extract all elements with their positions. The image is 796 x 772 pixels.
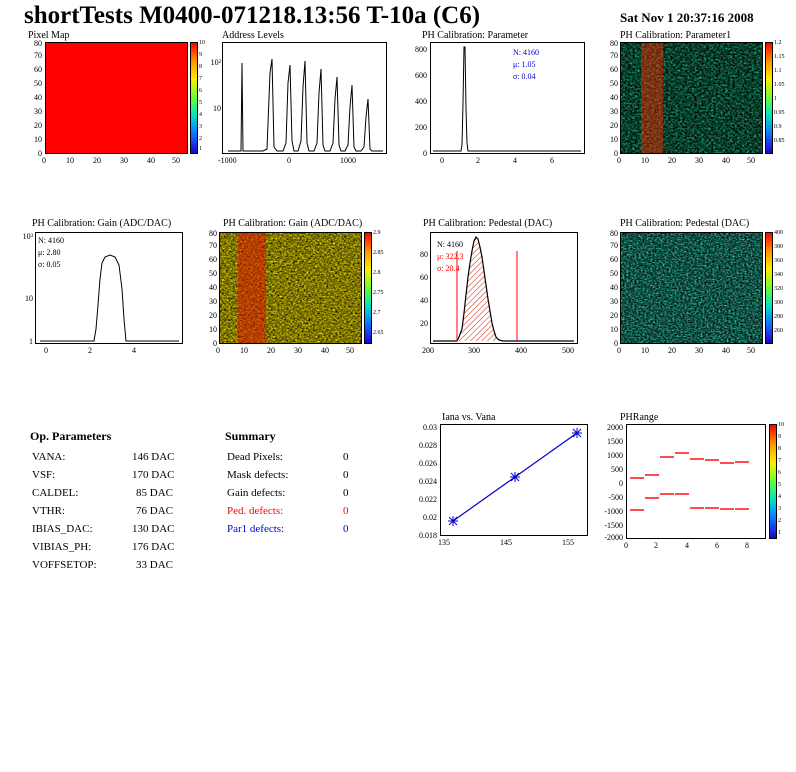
summary-name: Gain defects: <box>227 487 286 499</box>
xtick: 400 <box>515 346 527 355</box>
ytick: 1500 <box>607 437 623 446</box>
zlabel: 2.75 <box>373 290 384 296</box>
ytick: 70 <box>610 51 618 60</box>
panel-address-levels <box>210 30 400 165</box>
colorbar <box>769 424 777 539</box>
xtick: 155 <box>562 538 574 547</box>
zlabel: 1 <box>774 96 777 102</box>
op-param-name: VANA: <box>32 451 66 463</box>
xtick: 10 <box>66 156 74 165</box>
ytick: 30 <box>34 107 42 116</box>
ytick: 40 <box>34 93 42 102</box>
ytick: 20 <box>610 121 618 130</box>
xtick: -1000 <box>218 156 237 165</box>
zlabel: 2.65 <box>373 330 384 336</box>
address-levels-curve <box>223 43 386 153</box>
ytick: 0.024 <box>419 477 437 486</box>
ytick: 0 <box>614 149 618 158</box>
panel-pixel-map <box>20 30 205 165</box>
ytick: 0.026 <box>419 459 437 468</box>
zlabel: 380 <box>774 244 783 250</box>
xtick: 135 <box>438 538 450 547</box>
panel-title: PH Calibration: Pedestal (DAC) <box>423 218 553 229</box>
zlabel: 1 <box>778 530 781 536</box>
op-param-value: 176 DAC <box>132 541 175 553</box>
zlabel: 2.85 <box>373 250 384 256</box>
ytick: 60 <box>34 65 42 74</box>
op-param-value: 170 DAC <box>132 469 175 481</box>
plot-area[interactable] <box>430 42 585 154</box>
zlabel: 280 <box>774 314 783 320</box>
xtick: 50 <box>747 346 755 355</box>
panel-title: Address Levels <box>222 30 284 41</box>
gain-heatmap <box>220 233 361 343</box>
op-param-name: VSF: <box>32 469 56 481</box>
ytick: 40 <box>209 283 217 292</box>
panel-iana-vs-vana <box>410 412 595 552</box>
ytick: 40 <box>420 296 428 305</box>
ytick: 80 <box>610 39 618 48</box>
xtick: 50 <box>346 346 354 355</box>
xtick: 20 <box>267 346 275 355</box>
ytick: 50 <box>610 79 618 88</box>
zlabel: 2.8 <box>373 270 381 276</box>
panel-ph-parameter1-map <box>606 30 796 165</box>
zlabel: 9 <box>199 52 202 58</box>
panel-ph-parameter <box>408 30 598 165</box>
ph-parameter-hist <box>431 43 584 153</box>
zlabel: 5 <box>778 482 781 488</box>
stat-mu: μ: 322.3 <box>437 252 464 261</box>
timestamp: Sat Nov 1 20:37:16 2008 <box>620 10 754 25</box>
xtick: 40 <box>722 156 730 165</box>
pixel-map-heatmap <box>46 43 187 153</box>
plot-area[interactable] <box>222 42 387 154</box>
op-param-value: 85 DAC <box>136 487 173 499</box>
ytick: 0.022 <box>419 495 437 504</box>
zlabel: 10 <box>199 40 205 46</box>
op-param-name: IBIAS_DAC: <box>32 523 93 535</box>
panel-title: PH Calibration: Gain (ADC/DAC) <box>223 218 363 229</box>
zlabel: 1.2 <box>774 40 782 46</box>
pedestal-hist <box>431 233 577 343</box>
panel-gain-hist <box>10 218 205 353</box>
ytick: 30 <box>610 297 618 306</box>
ytick: 80 <box>610 229 618 238</box>
zlabel: 5 <box>199 100 202 106</box>
ytick: 80 <box>420 250 428 259</box>
stat-n: N: 4160 <box>437 240 463 249</box>
ytick: 30 <box>610 107 618 116</box>
colorbar <box>765 232 773 344</box>
xtick: 40 <box>147 156 155 165</box>
ytick: 20 <box>420 319 428 328</box>
zlabel: 3 <box>778 506 781 512</box>
xtick: 20 <box>668 346 676 355</box>
zlabel: 9 <box>778 434 781 440</box>
ytick: 10 <box>610 325 618 334</box>
xtick: 0 <box>624 541 628 550</box>
xtick: 30 <box>294 346 302 355</box>
plot-area[interactable] <box>626 424 766 539</box>
xtick: 0 <box>617 156 621 165</box>
plot-area[interactable] <box>620 232 763 344</box>
ytick: 800 <box>415 45 427 54</box>
xtick: 8 <box>745 541 749 550</box>
summary-name: Ped. defects: <box>227 505 284 517</box>
ytick: 0 <box>614 339 618 348</box>
ytick: 70 <box>209 241 217 250</box>
xtick: 0 <box>44 346 48 355</box>
zlabel: 6 <box>199 88 202 94</box>
zlabel: 300 <box>774 300 783 306</box>
xtick: 20 <box>93 156 101 165</box>
ytick: 20 <box>610 311 618 320</box>
stat-sigma: σ: 0.04 <box>513 72 536 81</box>
ytick: 1000 <box>607 451 623 460</box>
zlabel: 360 <box>774 258 783 264</box>
xtick: 10 <box>641 156 649 165</box>
ytick: 40 <box>610 93 618 102</box>
ytick: 500 <box>611 465 623 474</box>
plot-area[interactable] <box>45 42 188 154</box>
ytick: -1000 <box>604 507 623 516</box>
ytick: 2000 <box>607 423 623 432</box>
panel-title: PH Calibration: Pedestal (DAC) <box>620 218 750 229</box>
colorbar <box>190 42 198 154</box>
zlabel: 320 <box>774 286 783 292</box>
ytick: 0 <box>213 339 217 348</box>
zlabel: 2.9 <box>373 230 381 236</box>
xtick: 0 <box>440 156 444 165</box>
ytick: 600 <box>415 71 427 80</box>
plot-area[interactable] <box>219 232 362 344</box>
op-param-value: 130 DAC <box>132 523 175 535</box>
panel-pedestal-hist <box>405 218 600 353</box>
ytick: 20 <box>209 311 217 320</box>
xtick: 0 <box>216 346 220 355</box>
phrange-plot <box>627 425 765 538</box>
xtick: 10 <box>641 346 649 355</box>
zlabel: 7 <box>778 458 781 464</box>
zlabel: 6 <box>778 470 781 476</box>
panel-title: PH Calibration: Parameter1 <box>620 30 732 41</box>
ytick: 10 <box>209 325 217 334</box>
zlabel: 1.1 <box>774 68 782 74</box>
op-param-name: VIBIAS_PH: <box>32 541 92 553</box>
summary-block <box>215 425 395 545</box>
panel-gain-map <box>205 218 400 353</box>
op-param-value: 146 DAC <box>132 451 175 463</box>
ytick: -500 <box>608 493 623 502</box>
summary-title: Summary <box>225 429 276 443</box>
xtick: 4 <box>513 156 517 165</box>
ytick: 60 <box>420 273 428 282</box>
xtick: 40 <box>722 346 730 355</box>
ytick: 0.028 <box>419 441 437 450</box>
ytick: 30 <box>209 297 217 306</box>
pedestal-heatmap <box>621 233 762 343</box>
op-param-name: CALDEL: <box>32 487 79 499</box>
op-parameters-title: Op. Parameters <box>30 429 112 443</box>
ytick: 60 <box>610 65 618 74</box>
xtick: 10 <box>240 346 248 355</box>
ytick: 10 <box>213 104 221 113</box>
panel-title: Iana vs. Vana <box>442 412 496 423</box>
op-param-value: 76 DAC <box>136 505 173 517</box>
ytick: 0.018 <box>419 531 437 540</box>
page-title: shortTests M0400-071218.13:56 T-10a (C6) <box>24 2 481 29</box>
ytick: 70 <box>610 241 618 250</box>
ytick: 10² <box>210 58 221 67</box>
ytick: 60 <box>610 255 618 264</box>
zlabel: 1 <box>199 146 202 152</box>
panel-pedestal-map <box>606 218 796 353</box>
ytick: 10 <box>34 135 42 144</box>
xtick: 200 <box>422 346 434 355</box>
zlabel: 2 <box>199 136 202 142</box>
ytick: 10³ <box>22 232 33 241</box>
colorbar <box>364 232 372 344</box>
xtick: 4 <box>685 541 689 550</box>
colorbar <box>765 42 773 154</box>
op-param-value: 33 DAC <box>136 559 173 571</box>
ytick: 50 <box>209 269 217 278</box>
xtick: 30 <box>695 346 703 355</box>
ytick: 50 <box>34 79 42 88</box>
stat-sigma: σ: 0.05 <box>38 260 61 269</box>
ytick: 0 <box>619 479 623 488</box>
ytick: 80 <box>209 229 217 238</box>
xtick: 20 <box>668 156 676 165</box>
zlabel: 0.95 <box>774 110 785 116</box>
zlabel: 7 <box>199 76 202 82</box>
ytick: 40 <box>610 283 618 292</box>
xtick: 50 <box>747 156 755 165</box>
panel-title: PH Calibration: Gain (ADC/DAC) <box>32 218 172 229</box>
panel-phrange <box>596 412 796 552</box>
stat-n: N: 4160 <box>38 236 64 245</box>
zlabel: 1.15 <box>774 54 785 60</box>
ytick: -1500 <box>604 521 623 530</box>
xtick: 0 <box>617 346 621 355</box>
ytick: -2000 <box>604 533 623 542</box>
stat-n: N: 4160 <box>513 48 539 57</box>
xtick: 30 <box>695 156 703 165</box>
stat-sigma: σ: 20.4 <box>437 264 460 273</box>
ytick: 400 <box>415 97 427 106</box>
zlabel: 4 <box>778 494 781 500</box>
xtick: 2 <box>476 156 480 165</box>
zlabel: 8 <box>778 446 781 452</box>
ytick: 70 <box>34 51 42 60</box>
op-param-name: VTHR: <box>32 505 65 517</box>
zlabel: 3 <box>199 124 202 130</box>
iana-scatter <box>441 425 587 535</box>
stat-mu: μ: 2.80 <box>38 248 61 257</box>
xtick: 1000 <box>340 156 356 165</box>
xtick: 6 <box>715 541 719 550</box>
xtick: 50 <box>172 156 180 165</box>
xtick: 2 <box>88 346 92 355</box>
zlabel: 400 <box>774 230 783 236</box>
zlabel: 4 <box>199 112 202 118</box>
ytick: 60 <box>209 255 217 264</box>
plot-area[interactable] <box>620 42 763 154</box>
ytick: 0 <box>423 149 427 158</box>
summary-value: 0 <box>343 523 349 535</box>
zlabel: 8 <box>199 64 202 70</box>
summary-name: Dead Pixels: <box>227 451 283 463</box>
xtick: 30 <box>120 156 128 165</box>
ytick: 80 <box>34 39 42 48</box>
zlabel: 260 <box>774 328 783 334</box>
ytick: 10 <box>610 135 618 144</box>
zlabel: 2.7 <box>373 310 381 316</box>
ytick: 20 <box>34 121 42 130</box>
parameter1-heatmap <box>621 43 762 153</box>
zlabel: 0.85 <box>774 138 785 144</box>
op-parameters-block <box>20 425 200 571</box>
summary-name: Par1 defects: <box>227 523 285 535</box>
xtick: 0 <box>287 156 291 165</box>
plot-area[interactable] <box>440 424 588 536</box>
xtick: 145 <box>500 538 512 547</box>
xtick: 4 <box>132 346 136 355</box>
summary-value: 0 <box>343 487 349 499</box>
ytick: 0.03 <box>423 423 437 432</box>
ytick: 0 <box>38 149 42 158</box>
xtick: 0 <box>42 156 46 165</box>
ytick: 200 <box>415 123 427 132</box>
zlabel: 2 <box>778 518 781 524</box>
panel-title: Pixel Map <box>28 30 70 41</box>
op-param-name: VOFFSETOP: <box>32 559 97 571</box>
summary-name: Mask defects: <box>227 469 289 481</box>
xtick: 6 <box>550 156 554 165</box>
summary-value: 0 <box>343 469 349 481</box>
xtick: 300 <box>468 346 480 355</box>
xtick: 2 <box>654 541 658 550</box>
xtick: 40 <box>321 346 329 355</box>
zlabel: 340 <box>774 272 783 278</box>
ytick: 0.02 <box>423 513 437 522</box>
stat-mu: μ: 1.05 <box>513 60 536 69</box>
panel-title: PHRange <box>620 412 659 423</box>
ytick: 10 <box>25 294 33 303</box>
panel-title: PH Calibration: Parameter <box>422 30 529 41</box>
ytick: 1 <box>29 337 33 346</box>
zlabel: 10 <box>778 422 784 428</box>
summary-value: 0 <box>343 451 349 463</box>
xtick: 500 <box>562 346 574 355</box>
zlabel: 0.9 <box>774 124 782 130</box>
ytick: 50 <box>610 269 618 278</box>
summary-value: 0 <box>343 505 349 517</box>
zlabel: 1.05 <box>774 82 785 88</box>
